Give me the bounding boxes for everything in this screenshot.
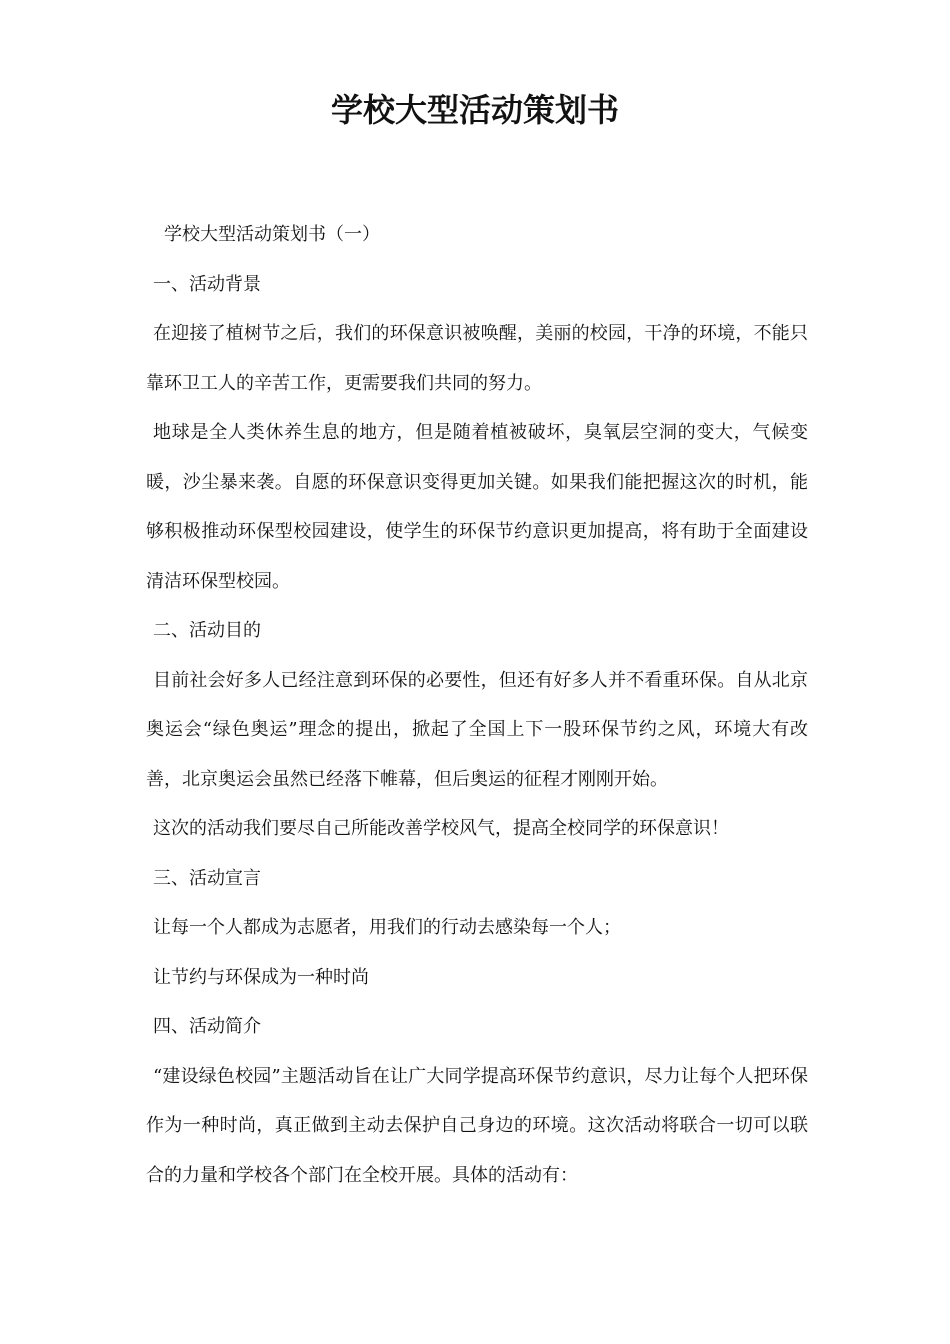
paragraph: 让节约与环保成为一种时尚 bbox=[153, 966, 369, 988]
section-heading-declaration: 三、活动宣言 bbox=[153, 867, 261, 889]
section-heading-background: 一、活动背景 bbox=[153, 273, 261, 295]
paragraph: 让每一个人都成为志愿者，用我们的行动去感染每一个人； bbox=[153, 917, 621, 938]
section-heading-purpose: 二、活动目的 bbox=[153, 620, 261, 641]
document-title: 学校大型活动策划书 bbox=[330, 91, 619, 129]
paragraph: 地球是全人类休养生息的地方，但是随着植被破坏，臭氧层空洞的变大，气候变暖，沙尘暴来袭。自愿的环保意识变得更加关键。如果我们能把握这次的时机，能够积极推动环保型校园建设，使学生的环保节约意识更加提高，将有助于全面建设清洁环保型校园。 bbox=[146, 422, 808, 592]
document-subtitle: 学校大型活动策划书（一） bbox=[164, 224, 380, 245]
section-heading-introduction: 四、活动简介 bbox=[153, 1016, 261, 1037]
paragraph: 这次的活动我们要尽自己所能改善学校风气，提高全校同学的环保意识！ bbox=[153, 818, 729, 839]
paragraph: 目前社会好多人已经注意到环保的必要性，但还有好多人并不看重环保。自从北京奥运会“绿色奥运”理念的提出，掀起了全国上下一股环保节约之风，环境大有改善，北京奥运会虽然已经落下帷幕，但后奥运的征程才刚刚开始。 bbox=[146, 669, 808, 790]
paragraph: 在迎接了植树节之后，我们的环保意识被唤醒，美丽的校园，干净的环境，不能只靠环卫工人的辛苦工作，更需要我们共同的努力。 bbox=[146, 323, 808, 394]
paragraph: “建设绿色校园”主题活动旨在让广大同学提高环保节约意识，尽力让每个人把环保作为一种时尚，真正做到主动去保护自己身边的环境。这次活动将联合一切可以联合的力量和学校各个部门在全校开展。具体的活动有： bbox=[146, 1065, 808, 1186]
document-body bbox=[146, 210, 808, 1200]
